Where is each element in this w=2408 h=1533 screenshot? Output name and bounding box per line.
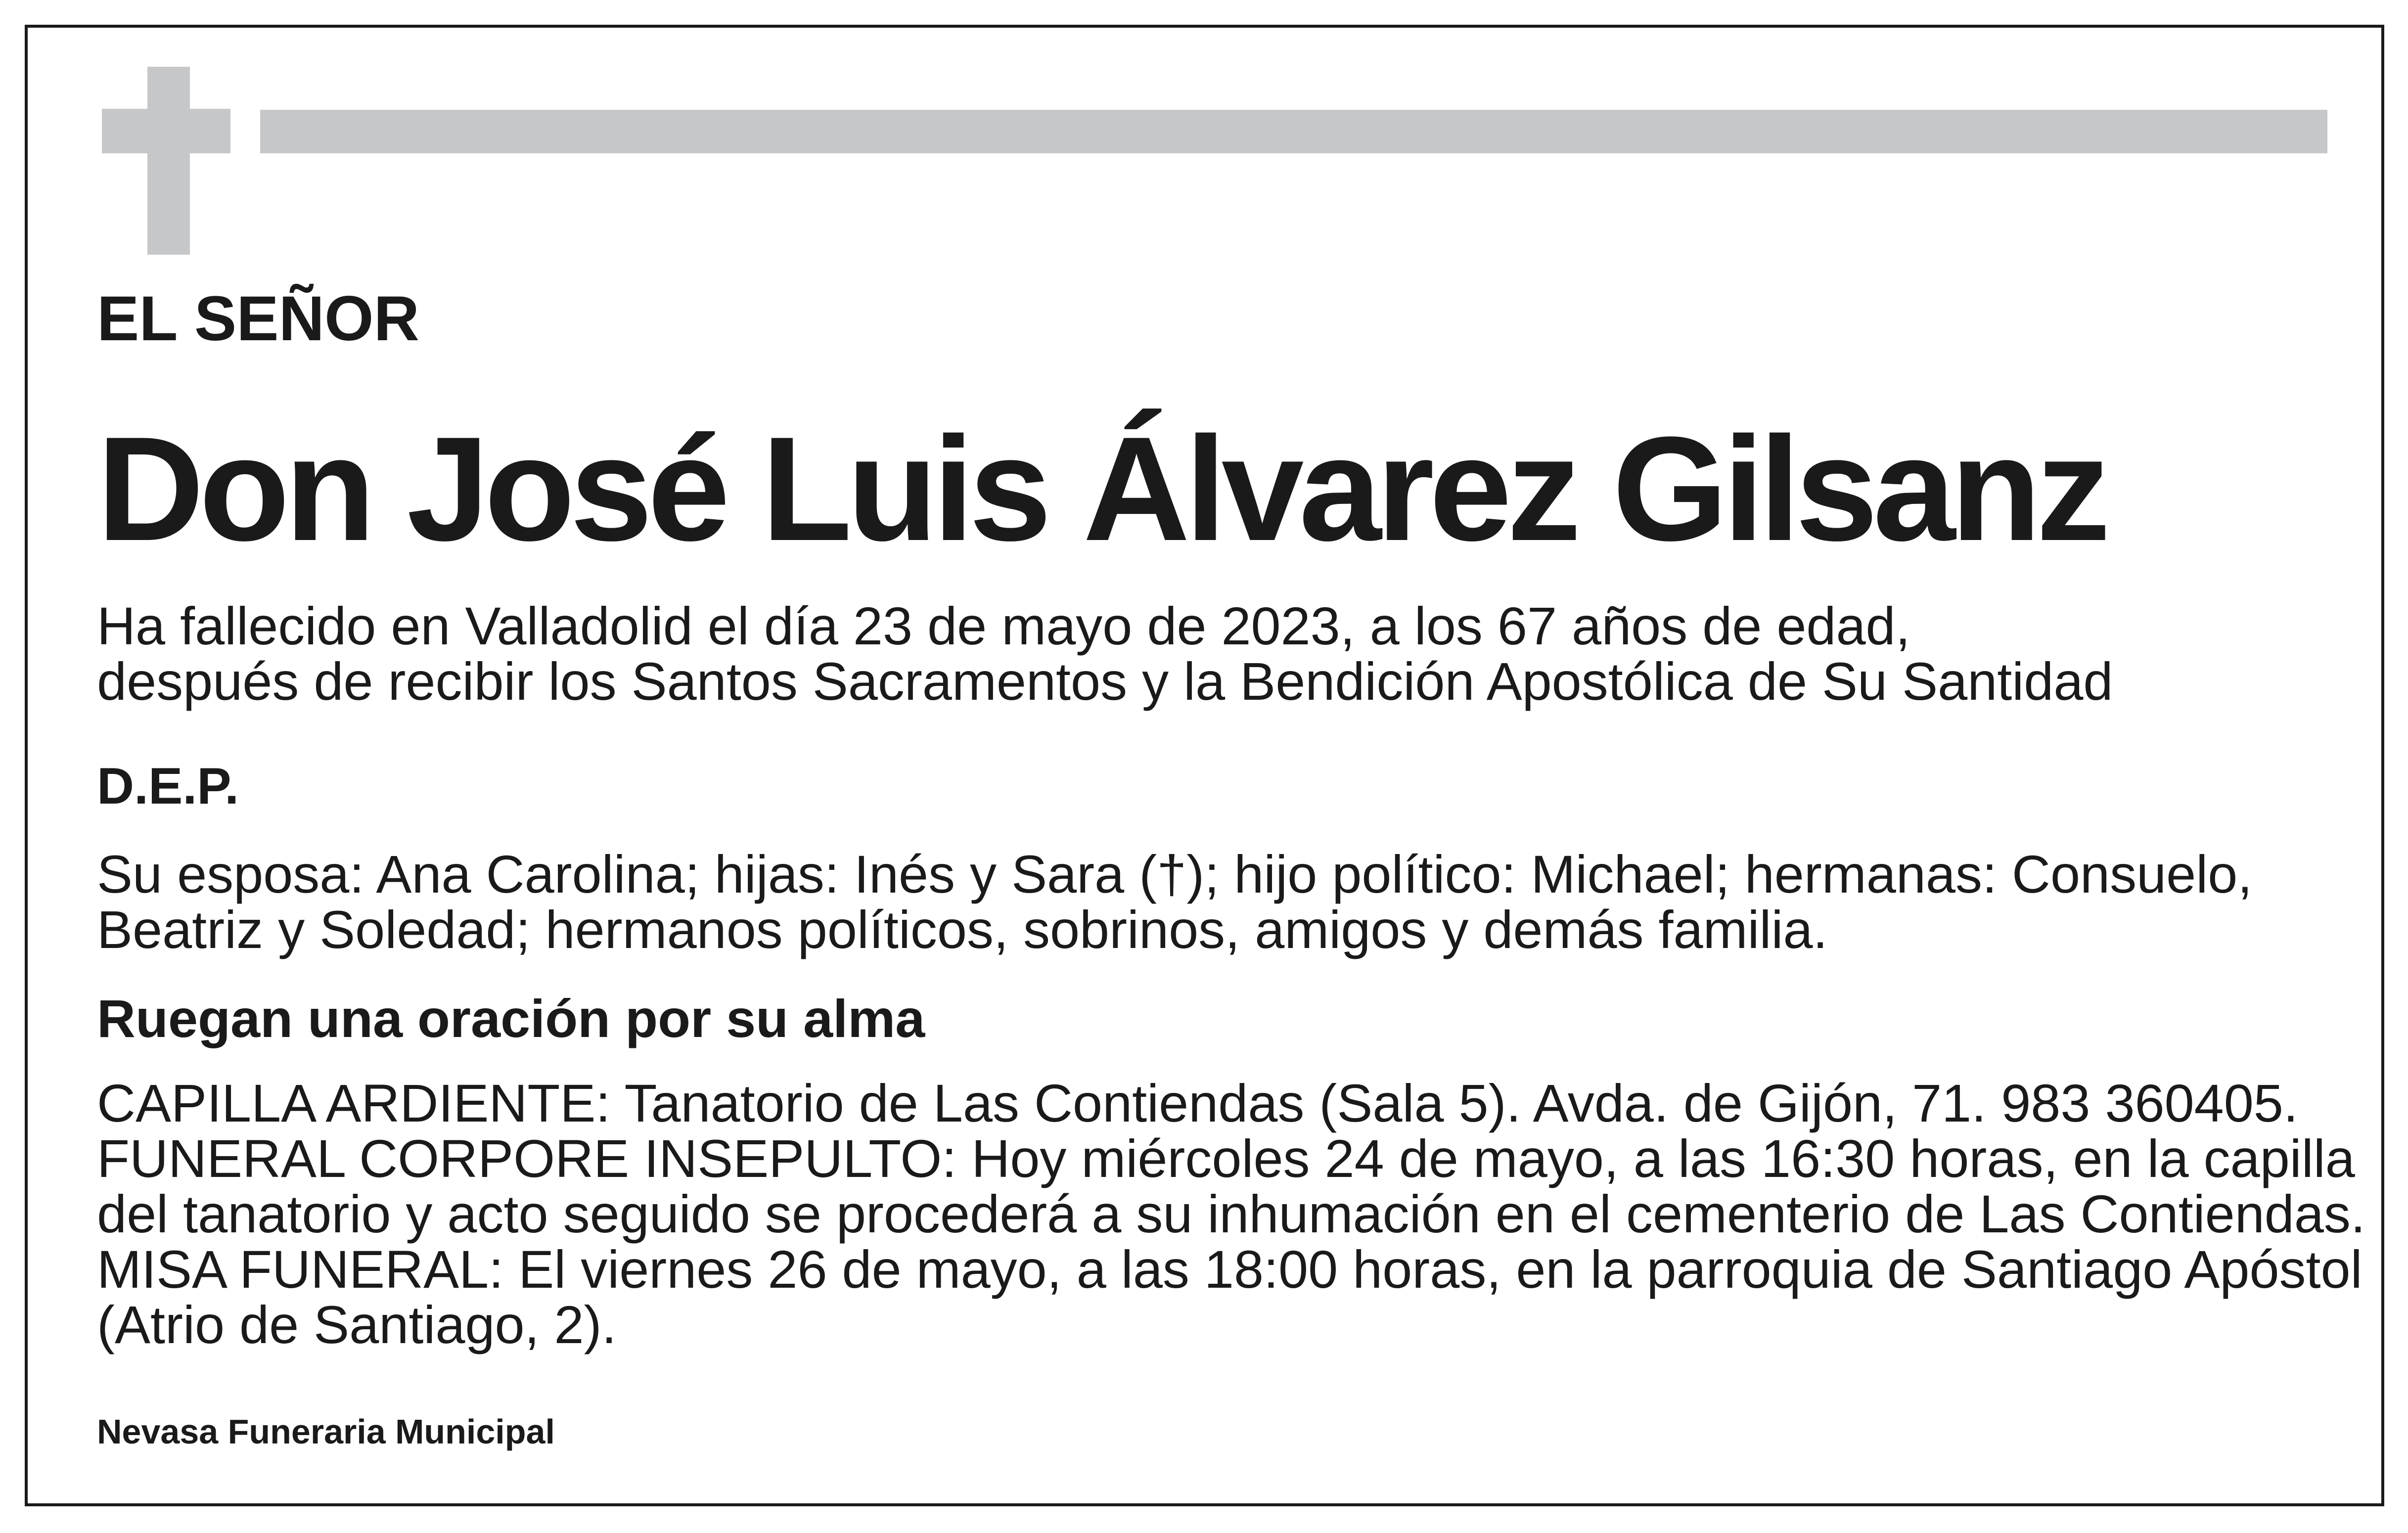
services-paragraph (97, 1073, 2365, 1354)
intro-paragraph (97, 598, 2113, 709)
header-rule (260, 110, 2327, 153)
deceased-name: Don José Luis Álvarez Gilsanz (97, 406, 2106, 572)
family-line: Su esposa: Ana Carolina; hijas: Inés y Sara (†); hijo político: Michael; hermanas: Consuelo, (97, 844, 2253, 904)
services-line: CAPILLA ARDIENTE: Tanatorio de Las Contiendas (Sala 5). Avda. de Gijón, 71. 983 360405. (97, 1073, 2298, 1133)
funeral-home-name: Nevasa Funeraria Municipal (97, 1412, 555, 1451)
notice-heading: EL SEÑOR (97, 283, 419, 354)
cross-horizontal-bar (102, 109, 230, 153)
prayer-line: Ruegan una oración por su alma (97, 989, 925, 1048)
family-paragraph (97, 844, 2253, 959)
services-line: del tanatorio y acto seguido se procederá a su inhumación en el cementerio de Las Contiendas. (97, 1184, 2365, 1244)
intro-line: Ha fallecido en Valladolid el día 23 de mayo de 2023, a los 67 años de edad, (97, 596, 1910, 656)
dep-label: D.E.P. (97, 758, 239, 815)
services-line: (Atrio de Santiago, 2). (97, 1295, 617, 1354)
cross-vertical-bar (147, 67, 190, 255)
intro-line: después de recibir los Santos Sacramentos y la Bendición Apostólica de Su Santidad (97, 651, 2113, 711)
services-line: FUNERAL CORPORE INSEPULTO: Hoy miércoles 24 de mayo, a las 16:30 horas, en la capilla (97, 1128, 2355, 1188)
services-line: MISA FUNERAL: El viernes 26 de mayo, a las 18:00 horas, en la parroquia de Santiago Apóstol (97, 1239, 2363, 1299)
family-line: Beatriz y Soledad; hermanos políticos, sobrinos, amigos y demás familia. (97, 900, 1828, 959)
